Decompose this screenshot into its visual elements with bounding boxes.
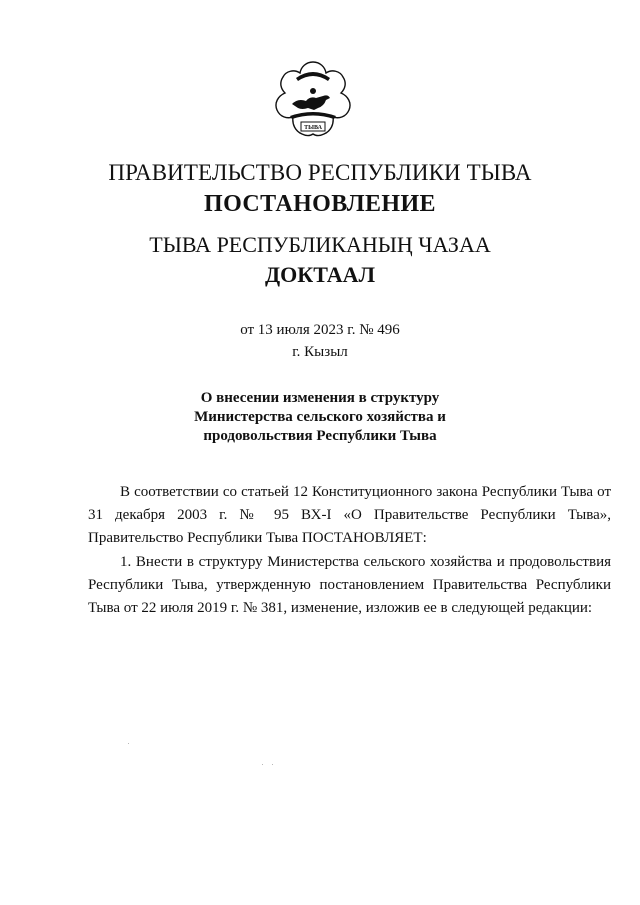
title-line: О внесении изменения в структуру	[200, 390, 440, 406]
scan-speck	[262, 764, 263, 765]
coat-of-arms-emblem	[268, 58, 358, 148]
scan-speck	[128, 743, 129, 744]
document-type-ru: ПОСТАНОВЛЕНИЕ	[204, 191, 436, 217]
title-line: Министерства сельского хозяйства и	[194, 409, 446, 425]
document-type-tyv: ДОКТААЛ	[265, 262, 375, 287]
date-and-number: от 13 июля 2023 г. № 496	[240, 322, 400, 338]
title-line: продовольствия Республики Тыва	[203, 428, 437, 444]
document-title	[0, 389, 640, 446]
government-title-ru: ПРАВИТЕЛЬСТВО РЕСПУБЛИКИ ТЫВА	[108, 160, 532, 185]
clause-1-paragraph: 1. Внести в структуру Министерства сельского хозяйства и продовольствия Республики Тыва, утвержденную постановлением Правительства Республики Тыва от 22 июля 2019 г. № 381, изменение, изложив ее в следующей редакции:	[88, 554, 611, 616]
preamble-paragraph: В соответствии со статьей 12 Конституционного закона Республики Тыва от 31 декабря 2003 г. № 95 ВХ-I «О Правительстве Республики Тыва», Правительство Республики Тыва ПОСТАНОВЛЯЕТ:	[88, 484, 611, 546]
svg-text:ТЫВА: ТЫВА	[304, 125, 322, 131]
scan-speck	[272, 764, 273, 765]
place-of-issue: г. Кызыл	[292, 344, 348, 360]
government-title-tyv: ТЫВА РЕСПУБЛИКАНЫҢ ЧАЗАА	[149, 232, 491, 257]
